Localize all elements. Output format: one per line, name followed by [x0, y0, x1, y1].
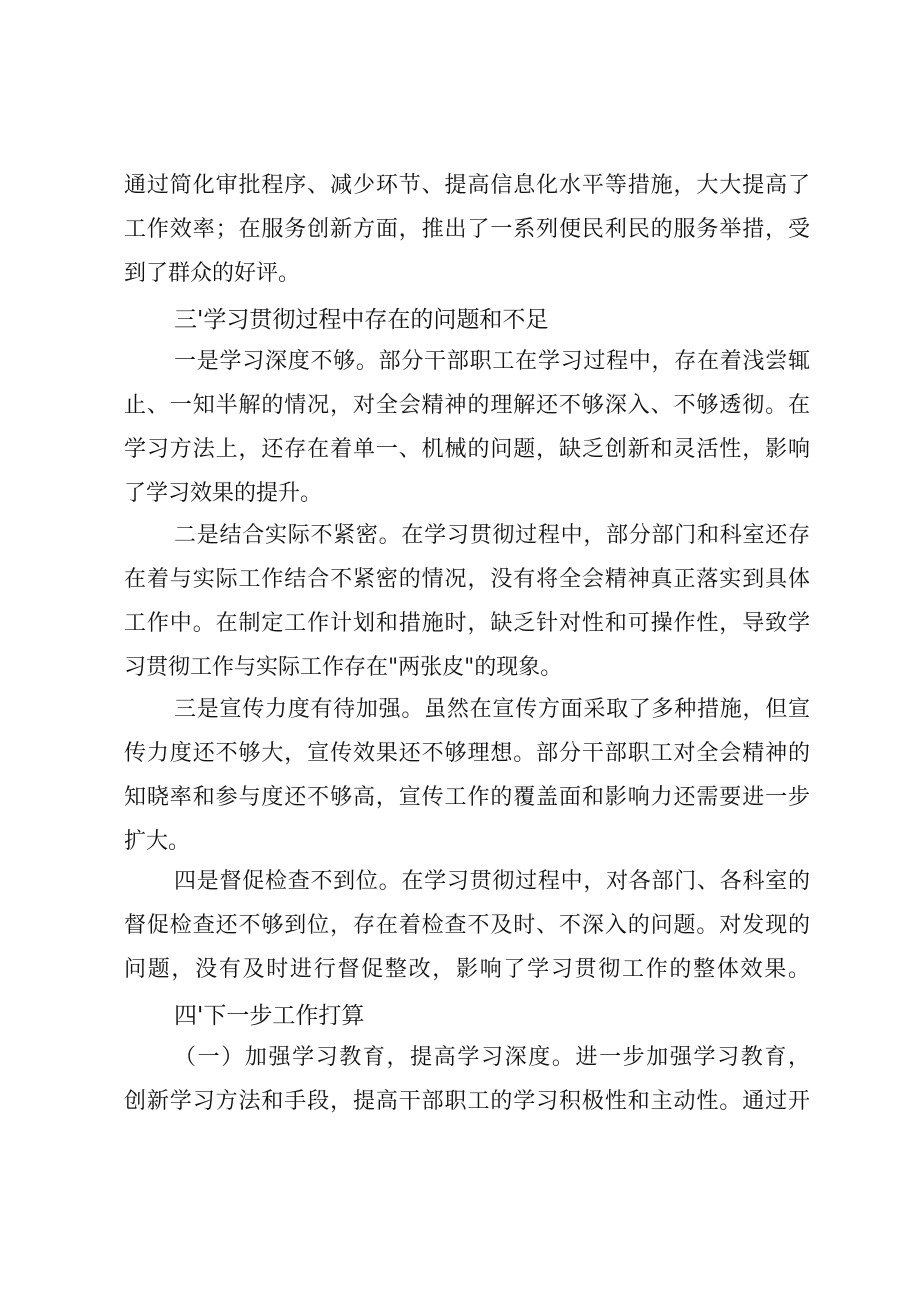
- body-text-line: 到了群众的好评。: [124, 261, 301, 286]
- body-text-line: 习贯彻工作与实际工作存在"两张皮"的现象。: [124, 655, 563, 680]
- body-text-line: 四是督促检查不到位。在学习贯彻过程中，对各部门、各科室的: [174, 869, 810, 894]
- section-heading-3: 三'学习贯彻过程中存在的问题和不足: [174, 307, 549, 333]
- body-text-line: 扩大。: [124, 829, 191, 854]
- body-text-line: 问题，没有及时进行督促整改，影响了学习贯彻工作的整体效果。: [124, 957, 810, 982]
- body-text-line: 在着与实际工作结合不紧密的情况，没有将全会精神真正落实到具体: [124, 567, 810, 592]
- body-text-line: 一是学习深度不够。部分干部职工在学习过程中，存在着浅尝辄: [174, 349, 810, 374]
- body-text-line: 工作效率；在服务创新方面，推出了一系列便民利民的服务举措，受: [124, 217, 810, 242]
- body-text-line: 二是结合实际不紧密。在学习贯彻过程中，部分部门和科室还存: [174, 523, 810, 548]
- body-text-line: 工作中。在制定工作计划和措施时，缺乏针对性和可操作性，导致学: [124, 611, 810, 636]
- body-text-line: （一）加强学习教育，提高学习深度。进一步加强学习教育，: [174, 1045, 810, 1070]
- body-text-line: 传力度还不够大，宣传效果还不够理想。部分干部职工对全会精神的: [124, 741, 810, 766]
- body-text-line: 创新学习方法和手段，提高干部职工的学习积极性和主动性。通过开: [124, 1089, 810, 1114]
- body-text-line: 知晓率和参与度还不够高，宣传工作的覆盖面和影响力还需要进一步: [124, 785, 810, 810]
- body-text-line: 了学习效果的提升。: [124, 481, 323, 506]
- body-text-line: 三是宣传力度有待加强。虽然在宣传方面采取了多种措施，但宣: [174, 697, 810, 722]
- body-text-line: 通过简化审批程序、减少环节、提高信息化水平等措施，大大提高了: [124, 173, 810, 198]
- body-text-line: 止、一知半解的情况，对全会精神的理解还不够深入、不够透彻。在: [124, 393, 810, 418]
- body-text-line: 督促检查还不够到位，存在着检查不及时、不深入的问题。对发现的: [124, 913, 810, 938]
- body-text-line: 学习方法上，还存在着单一、机械的问题，缺乏创新和灵活性，影响: [124, 437, 810, 462]
- section-heading-4: 四'下一步工作打算: [174, 1003, 365, 1029]
